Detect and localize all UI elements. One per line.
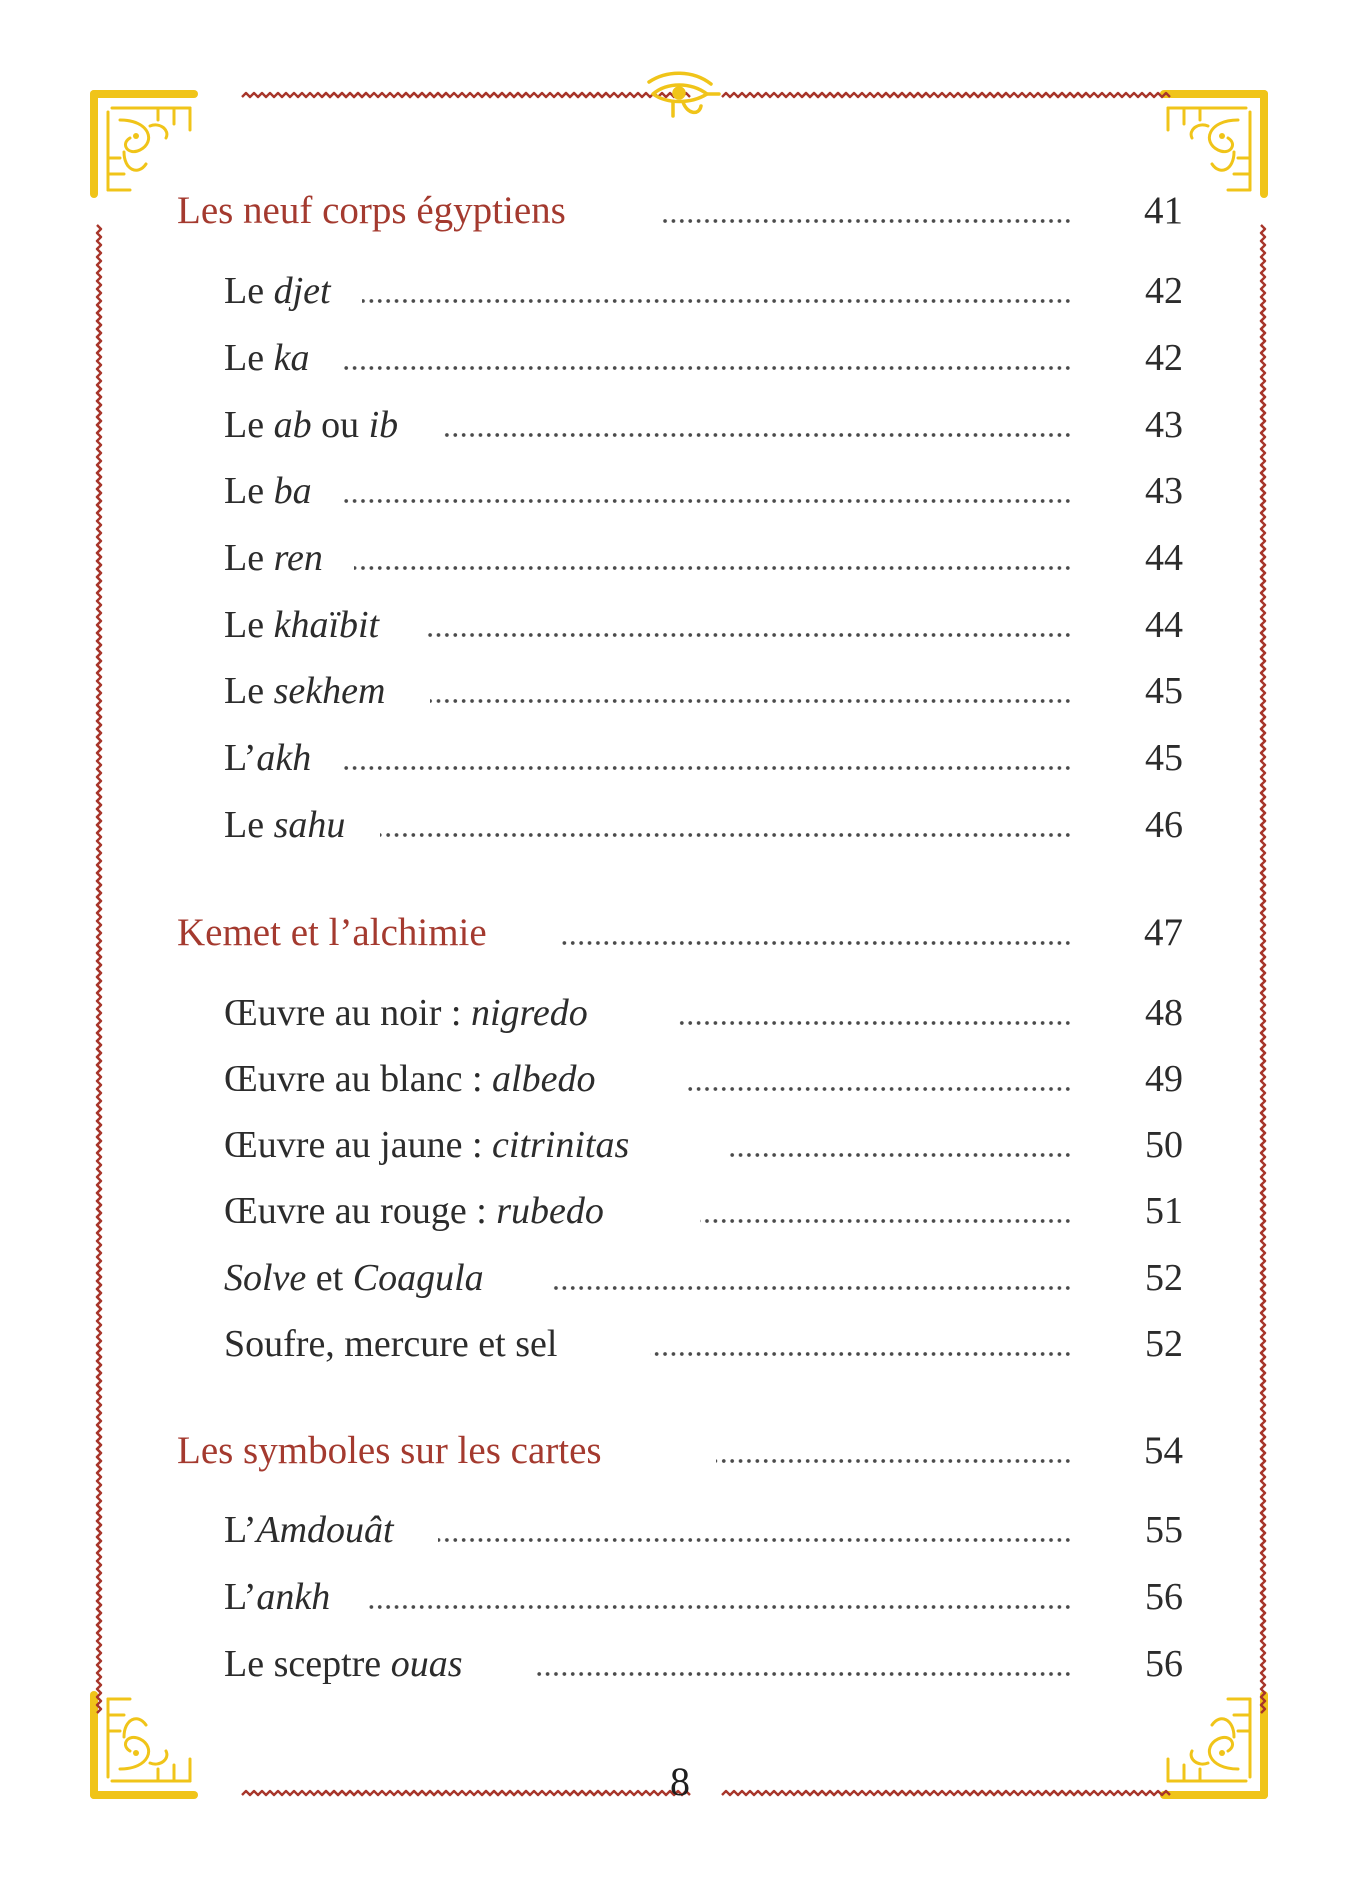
- toc-page-number: 41: [1144, 189, 1183, 232]
- dot-leader: [662, 216, 1072, 226]
- toc-heading-label: Kemet et l’alchimie: [177, 911, 487, 954]
- dot-leader: [430, 696, 1072, 706]
- dot-leader: [380, 830, 1072, 840]
- toc-entry: Le ba 43: [224, 470, 1183, 512]
- toc-page-number: 43: [1145, 404, 1183, 446]
- toc-page-number: 52: [1145, 1257, 1183, 1299]
- toc-page-number: 56: [1145, 1576, 1183, 1618]
- toc-page-number: 44: [1145, 604, 1183, 646]
- dot-leader: [700, 1216, 1072, 1226]
- toc-page-number: 45: [1145, 737, 1183, 779]
- toc-entry: Le sahu 46: [224, 804, 1183, 846]
- toc-page-number: 54: [1144, 1429, 1183, 1472]
- dot-leader: [354, 563, 1072, 573]
- toc-page-number: 47: [1144, 911, 1183, 954]
- toc-page-number: 44: [1145, 537, 1183, 579]
- dot-leader: [342, 496, 1072, 506]
- toc-page-number: 55: [1145, 1509, 1183, 1551]
- toc-page-number: 49: [1145, 1058, 1183, 1100]
- dot-leader: [728, 1150, 1072, 1160]
- dot-leader: [362, 296, 1072, 306]
- toc-entry: Œuvre au noir : nigredo 48: [224, 992, 1183, 1034]
- toc-entry: L’ankh 56: [224, 1576, 1183, 1618]
- toc-entry: Le sceptre ouas 56: [224, 1643, 1183, 1685]
- toc-heading: [0, 900, 1358, 960]
- toc-page-number: 42: [1145, 337, 1183, 379]
- toc-entry: Œuvre au blanc : albedo 49: [224, 1058, 1183, 1100]
- toc-entry: Le khaïbit 44: [224, 604, 1183, 646]
- dot-leader: [442, 430, 1072, 440]
- dot-leader: [688, 1084, 1072, 1094]
- toc-heading-label: Les neuf corps égyptiens: [177, 189, 566, 232]
- toc-heading: [0, 1418, 1358, 1478]
- toc-page-number: 56: [1145, 1643, 1183, 1685]
- toc-entry: Le ab ou ib 43: [224, 404, 1183, 446]
- dot-leader: [366, 1602, 1072, 1612]
- dot-leader: [534, 1669, 1072, 1679]
- toc-page-number: 46: [1145, 804, 1183, 846]
- toc-entry: Œuvre au rouge : rubedo 51: [224, 1190, 1183, 1232]
- toc-entry: Œuvre au jaune : citrinitas 50: [224, 1124, 1183, 1166]
- toc-entry: Le ren 44: [224, 537, 1183, 579]
- dot-leader: [342, 363, 1072, 373]
- toc-entry: Soufre, mercure et sel 52: [224, 1323, 1183, 1365]
- toc-page-number: 50: [1145, 1124, 1183, 1166]
- dot-leader: [342, 763, 1072, 773]
- toc-entry: L’Amdouât 55: [224, 1509, 1183, 1551]
- toc-page-number: 48: [1145, 992, 1183, 1034]
- dot-leader: [426, 630, 1072, 640]
- dot-leader: [438, 1535, 1072, 1545]
- toc-page-number: 52: [1145, 1323, 1183, 1365]
- toc-entry: Le ka 42: [224, 337, 1183, 379]
- dot-leader: [562, 938, 1072, 948]
- toc-entry: L’akh 45: [224, 737, 1183, 779]
- toc-heading: [0, 178, 1358, 238]
- toc-heading-label: Les symboles sur les cartes: [177, 1429, 602, 1472]
- dot-leader: [716, 1456, 1072, 1466]
- toc-page-number: 45: [1145, 670, 1183, 712]
- toc-page-number: 51: [1145, 1190, 1183, 1232]
- toc-entry: Solve et Coagula 52: [224, 1257, 1183, 1299]
- toc-page-number: 42: [1145, 270, 1183, 312]
- dot-leader: [650, 1349, 1072, 1359]
- toc-page-number: 43: [1145, 470, 1183, 512]
- toc-entry: Le sekhem 45: [224, 670, 1183, 712]
- toc-entry: Le djet 42: [224, 270, 1183, 312]
- dot-leader: [676, 1018, 1072, 1028]
- page-number: 8: [670, 1759, 690, 1804]
- dot-leader: [552, 1283, 1072, 1293]
